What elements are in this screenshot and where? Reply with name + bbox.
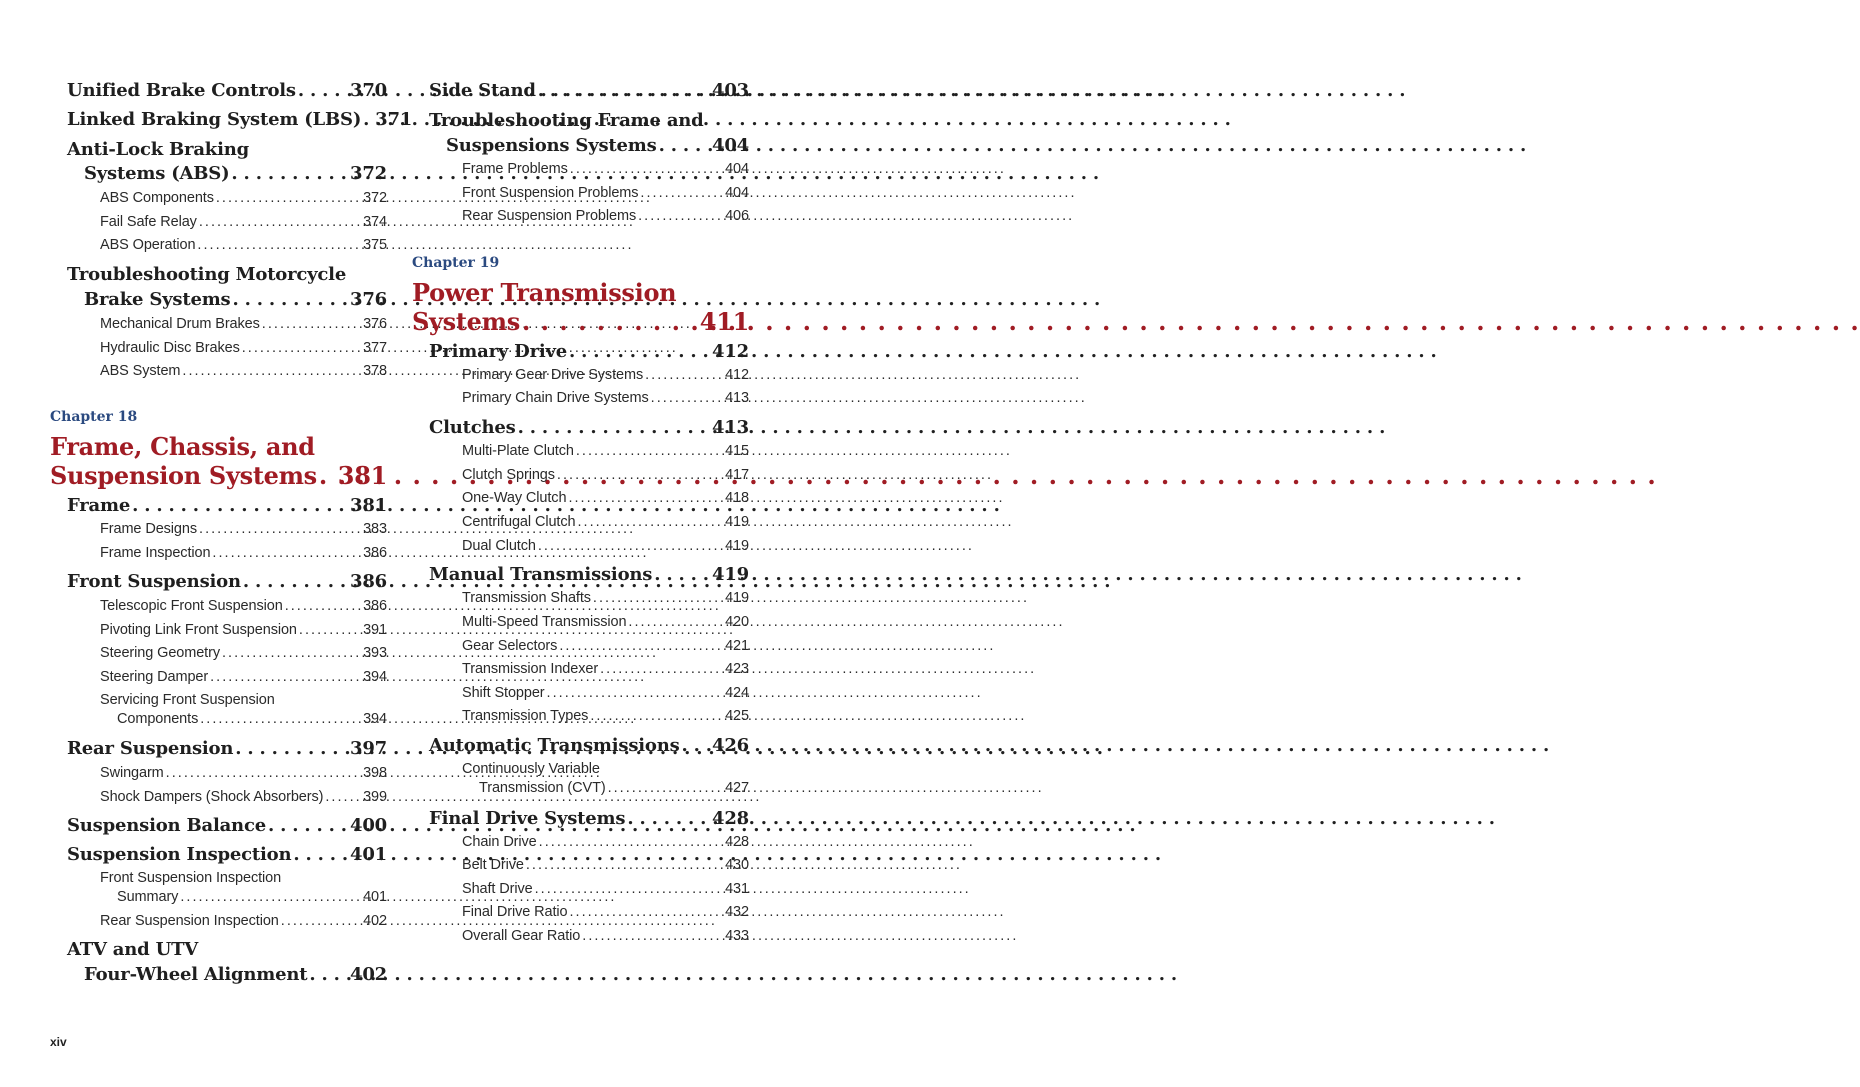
subentry-page: 428 [725, 834, 749, 850]
entry-page: 402 [350, 964, 387, 985]
subentry-title: Rear Suspension Inspection [100, 913, 279, 929]
subentry-title: Overall Gear Ratio [462, 928, 581, 944]
toc-subentry[interactable] [100, 237, 387, 253]
subentry-page: 398 [363, 765, 387, 781]
toc-subentry[interactable] [462, 904, 749, 920]
subentry-title-line2: Transmission (CVT) [479, 780, 606, 796]
entry-title: Suspension Inspection [67, 844, 292, 865]
toc-subentry[interactable] [100, 765, 387, 781]
entry-title: Frame [67, 495, 131, 516]
subentry-page: 377 [363, 340, 387, 356]
entry-title: Linked Braking System (LBS) [67, 109, 362, 130]
entry-page: 400 [350, 815, 387, 836]
toc-subentry[interactable] [100, 789, 387, 805]
subentry-page: 383 [363, 521, 387, 537]
entry-page: 401 [350, 844, 387, 865]
subentry-title: Hydraulic Disc Brakes [100, 340, 240, 356]
entry-title-line2: Brake Systems [84, 289, 231, 310]
entry-title-line1: Troubleshooting Motorcycle [67, 264, 347, 285]
toc-entry[interactable] [67, 109, 413, 130]
subentry-title: Steering Damper [100, 669, 209, 685]
toc-subentry[interactable] [462, 538, 749, 554]
toc-subentry[interactable] [462, 490, 749, 506]
entry-page: 413 [712, 417, 749, 438]
toc-subentry[interactable] [100, 669, 387, 685]
toc-subentry[interactable] [100, 316, 387, 332]
subentry-page: 404 [725, 161, 749, 177]
subentry-page: 375 [363, 237, 387, 253]
subentry-page: 401 [363, 889, 387, 905]
subentry-title: Frame Designs [100, 521, 198, 537]
toc-subentry[interactable] [462, 390, 749, 406]
entry-title: Front Suspension [67, 571, 241, 592]
subentry-page: 417 [725, 467, 749, 483]
subentry-title: Rear Suspension Problems [462, 208, 637, 224]
subentry-title: Centrifugal Clutch [462, 514, 576, 530]
toc-subentry[interactable] [462, 443, 749, 459]
toc-entry[interactable] [84, 163, 387, 184]
entry-page: 403 [712, 80, 749, 101]
toc-subentry[interactable] [462, 928, 749, 944]
entry-page: 381 [350, 495, 387, 516]
entry-page: 386 [350, 571, 387, 592]
entry-title-line2: Suspensions Systems [446, 135, 657, 156]
toc-subentry[interactable] [462, 834, 749, 850]
subentry-title: Belt Drive [462, 857, 524, 873]
subentry-title-line1: Continuously Variable [462, 761, 600, 777]
entry-page: 426 [712, 735, 749, 756]
subentry-page: 393 [363, 645, 387, 661]
page-number: xiv [50, 1035, 67, 1049]
subentry-page: 386 [363, 545, 387, 561]
toc-subentry[interactable] [462, 367, 749, 383]
toc-subentry[interactable] [100, 645, 387, 661]
subentry-title: ABS Operation [100, 237, 196, 253]
entry-page: 397 [350, 738, 387, 759]
entry-title: Rear Suspension [67, 738, 234, 759]
toc-entry[interactable] [429, 341, 749, 362]
toc-entry[interactable] [84, 964, 387, 985]
subentry-title: Telescopic Front Suspension [100, 598, 283, 614]
subentry-page: 391 [363, 622, 387, 638]
subentry-page: 420 [725, 614, 749, 630]
entry-title: Clutches [429, 417, 516, 438]
subentry-page: 419 [725, 538, 749, 554]
entry-page: 371 [375, 109, 413, 130]
subentry-page: 402 [363, 913, 387, 929]
chapter-page: 411 [699, 307, 749, 336]
toc-subentry[interactable] [100, 545, 387, 561]
entry-title-line2: Systems (ABS) [84, 163, 230, 184]
chapter-entry[interactable] [412, 307, 749, 336]
entry-title: Final Drive Systems [429, 808, 626, 829]
subentry-title: Fail Safe Relay [100, 214, 197, 230]
toc-subentry[interactable] [462, 661, 749, 677]
toc-subentry[interactable] [462, 708, 749, 724]
subentry-page: 432 [725, 904, 749, 920]
entry-title-line2: Four-Wheel Alignment [84, 964, 308, 985]
toc-entry[interactable] [429, 564, 749, 585]
chapter-title-line1: Frame, Chassis, and [50, 432, 315, 461]
subentry-page: 427 [725, 780, 749, 796]
toc-subentry[interactable] [462, 208, 749, 224]
toc-subentry[interactable] [462, 614, 749, 630]
entry-title-line1: Anti-Lock Braking [67, 139, 249, 160]
toc-subentry[interactable] [462, 590, 749, 606]
toc-entry[interactable] [67, 571, 387, 592]
subentry-title: Primary Chain Drive Systems [462, 390, 649, 406]
subentry-page: 374 [363, 214, 387, 230]
entry-page: 404 [712, 135, 749, 156]
subentry-title: Shock Dampers (Shock Absorbers) [100, 789, 324, 805]
subentry-page: 415 [725, 443, 749, 459]
subentry-page: 413 [725, 390, 749, 406]
subentry-page: 419 [725, 590, 749, 606]
subentry-title: Gear Selectors [462, 638, 558, 654]
chapter-label: Chapter 19 [412, 255, 500, 271]
subentry-title: ABS Components [100, 190, 214, 206]
subentry-page: 376 [363, 316, 387, 332]
subentry-title: ABS System [100, 363, 181, 379]
toc-entry[interactable] [429, 735, 749, 756]
entry-title: Automatic Transmissions [429, 735, 680, 756]
entry-title-line1: ATV and UTV [67, 939, 199, 960]
entry-page: 376 [350, 289, 387, 310]
toc-subentry[interactable] [462, 161, 749, 177]
chapter-title-line2: Systems [412, 307, 520, 336]
toc-entry[interactable] [67, 738, 387, 759]
toc-entry[interactable] [67, 80, 387, 101]
subentry-page: 430 [725, 857, 749, 873]
toc-subentry[interactable] [462, 467, 749, 483]
entry-page: 372 [350, 163, 387, 184]
entry-title: Suspension Balance [67, 815, 266, 836]
subentry-title: Frame Inspection [100, 545, 211, 561]
toc-subentry[interactable] [100, 521, 387, 537]
subentry-title: Dual Clutch [462, 538, 536, 554]
subentry-page: 399 [363, 789, 387, 805]
subentry-title: Clutch Springs [462, 467, 555, 483]
subentry-title: Multi-Speed Transmission [462, 614, 627, 630]
toc-subentry[interactable] [462, 514, 749, 530]
chapter-title-line1: Power Transmission [412, 278, 677, 307]
subentry-title: Swingarm [100, 765, 164, 781]
subentry-title: Pivoting Link Front Suspension [100, 622, 297, 638]
toc-subentry[interactable] [100, 913, 387, 929]
subentry-title: Transmission Shafts [462, 590, 591, 606]
subentry-title: Shift Stopper [462, 685, 545, 701]
subentry-title: Multi-Plate Clutch [462, 443, 574, 459]
subentry-page: 418 [725, 490, 749, 506]
subentry-page: 404 [725, 185, 749, 201]
chapter-title-line2: Suspension Systems [50, 461, 317, 490]
subentry-page: 433 [725, 928, 749, 944]
toc-entry[interactable] [67, 815, 387, 836]
entry-page: 428 [712, 808, 749, 829]
entry-title: Side Stand [429, 80, 536, 101]
entry-title: Manual Transmissions [429, 564, 653, 585]
toc-subentry[interactable] [117, 711, 387, 727]
toc-entry[interactable] [429, 808, 749, 829]
subentry-page: 423 [725, 661, 749, 677]
entry-page: 419 [712, 564, 749, 585]
subentry-page: 378 [363, 363, 387, 379]
subentry-page: 421 [725, 638, 749, 654]
entry-page: 370 [350, 80, 387, 101]
chapter-entry[interactable] [50, 461, 387, 490]
subentry-page: 406 [725, 208, 749, 224]
toc-entry[interactable] [84, 289, 387, 310]
subentry-title: Final Drive Ratio [462, 904, 568, 920]
toc-entry[interactable] [429, 417, 749, 438]
toc-entry[interactable] [429, 80, 749, 101]
toc-entry[interactable] [67, 844, 387, 865]
toc-entry[interactable] [67, 495, 387, 516]
toc-subentry[interactable] [462, 857, 749, 873]
subentry-title-line2: Components [117, 711, 199, 727]
subentry-title-line1: Front Suspension Inspection [100, 870, 282, 886]
entry-title-line1: Troubleshooting Frame and [429, 110, 704, 131]
subentry-title: Mechanical Drum Brakes [100, 316, 260, 332]
toc-subentry[interactable] [100, 214, 387, 230]
toc-subentry[interactable] [100, 598, 387, 614]
subentry-title: One-Way Clutch [462, 490, 567, 506]
toc-subentry[interactable] [479, 780, 749, 796]
subentry-title: Transmission Indexer [462, 661, 599, 677]
toc-subentry[interactable] [462, 638, 749, 654]
toc-subentry[interactable] [100, 363, 387, 379]
subentry-title-line2: Summary [117, 889, 179, 905]
toc-subentry[interactable] [100, 340, 387, 356]
chapter-label: Chapter 18 [50, 409, 138, 425]
subentry-title: Chain Drive [462, 834, 537, 850]
toc-subentry[interactable] [100, 622, 387, 638]
toc-entry[interactable] [446, 135, 749, 156]
chapter-page: 381 [337, 461, 387, 490]
subentry-title: Primary Gear Drive Systems [462, 367, 644, 383]
subentry-page: 431 [725, 881, 749, 897]
subentry-page: 419 [725, 514, 749, 530]
subentry-title: Frame Problems [462, 161, 568, 177]
subentry-page: 372 [363, 190, 387, 206]
toc-subentry[interactable] [462, 685, 749, 701]
entry-title: Unified Brake Controls [67, 80, 296, 101]
entry-title: Primary Drive [429, 341, 568, 362]
subentry-page: 425 [725, 708, 749, 724]
toc-subentry[interactable] [100, 190, 387, 206]
subentry-page: 424 [725, 685, 749, 701]
toc-subentry[interactable] [117, 889, 387, 905]
subentry-page: 394 [363, 669, 387, 685]
subentry-page: 386 [363, 598, 387, 614]
subentry-title: Steering Geometry [100, 645, 220, 661]
subentry-title: Shaft Drive [462, 881, 533, 897]
subentry-title: Front Suspension Problems [462, 185, 639, 201]
subentry-title-line1: Servicing Front Suspension [100, 692, 275, 708]
toc-subentry[interactable] [462, 185, 749, 201]
subentry-page: 394 [363, 711, 387, 727]
entry-page: 412 [712, 341, 749, 362]
subentry-title: Transmission Types [462, 708, 589, 724]
toc-subentry[interactable] [462, 881, 749, 897]
subentry-page: 412 [725, 367, 749, 383]
